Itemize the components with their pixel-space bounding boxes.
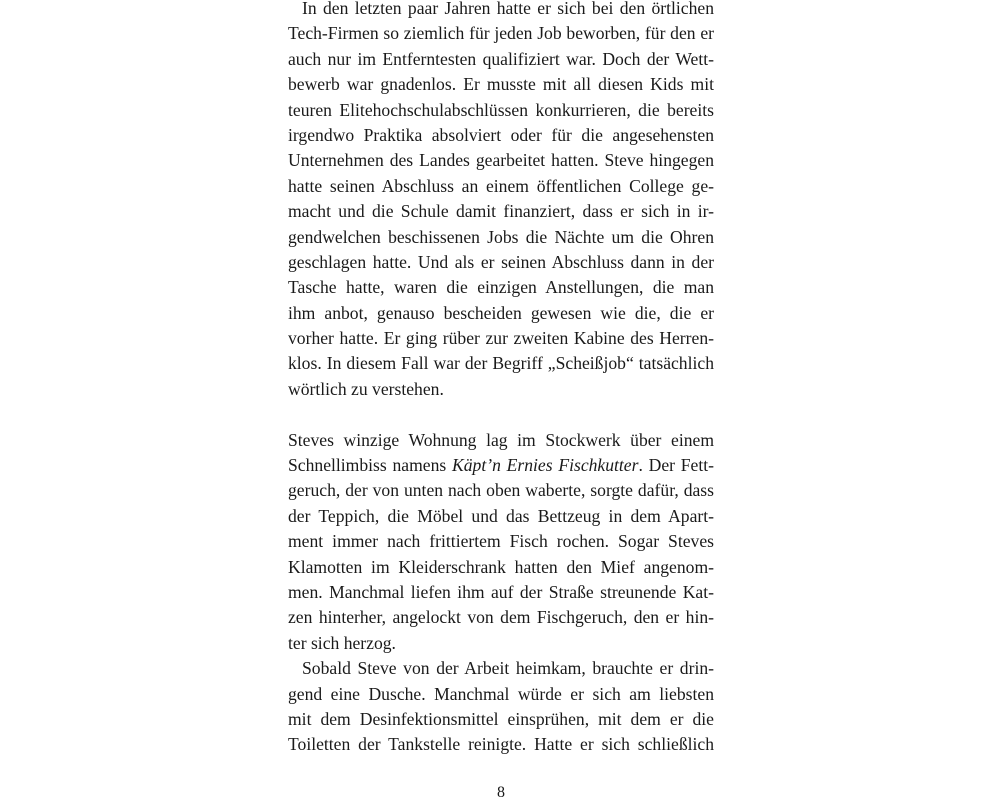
- restaurant-name: Käpt’n Ernies Fischkutter: [452, 455, 639, 476]
- text-line: zen hinterher, angelockt von dem Fischgeruch, den er hin-: [288, 607, 714, 628]
- text-line: Tech-Firmen so ziemlich für jeden Job beworben, für den er: [288, 23, 714, 44]
- text-line: Tasche hatte, waren die einzigen Anstellungen, die man: [288, 277, 714, 298]
- text-line: mit dem Desinfektionsmittel einsprühen, mit dem er die: [288, 708, 714, 729]
- text-line: irgendwo Praktika absolviert oder für die angesehensten: [288, 124, 714, 145]
- text-line: Unternehmen des Landes gearbeitet hatten. Steve hingegen: [288, 150, 714, 171]
- paragraph-1: [288, 0, 714, 402]
- paragraph-2: [288, 428, 714, 657]
- text-line: Klamotten im Kleiderschrank hatten den Mief angenom-: [288, 556, 714, 577]
- text-line: ter sich herzog.: [288, 632, 396, 653]
- text-line: klos. In diesem Fall war der Begriff „Scheißjob“ tatsächlich: [288, 353, 714, 374]
- text-line: geschlagen hatte. Und als er seinen Abschluss dann in der: [288, 251, 714, 272]
- text-line: [288, 453, 714, 478]
- text-line: hatte seinen Abschluss an einem öffentlichen College ge-: [288, 175, 714, 196]
- book-page: [288, 0, 714, 800]
- text-line: der Teppich, die Möbel und das Bettzeug in dem Apart-: [288, 505, 714, 526]
- text-line: macht und die Schule damit finanziert, dass er sich in ir-: [288, 201, 714, 222]
- text-line: Sobald Steve von der Arbeit heimkam, brauchte er drin-: [302, 658, 714, 679]
- text-line: ment immer nach frittiertem Fisch rochen. Sogar Steves: [288, 531, 714, 552]
- text-fragment: Schnellimbiss namens: [288, 455, 452, 476]
- text-line: Steves winzige Wohnung lag im Stockwerk über einem: [288, 429, 714, 450]
- text-line: gend eine Dusche. Manchmal würde er sich am liebsten: [288, 683, 714, 704]
- page-number: 8: [497, 784, 505, 801]
- text-line: auch nur im Entferntesten qualifiziert war. Doch der Wett-: [288, 48, 714, 69]
- text-line: men. Manchmal liefen ihm auf der Straße streunende Kat-: [288, 581, 714, 602]
- section-break: [288, 402, 714, 427]
- text-line: bewerb war gnadenlos. Er musste mit all diesen Kids mit: [288, 74, 714, 95]
- text-line: ihm anbot, genauso bescheiden gewesen wie die, die er: [288, 302, 714, 323]
- text-line: geruch, der von unten nach oben waberte, sorgte dafür, dass: [288, 480, 714, 501]
- text-line: In den letzten paar Jahren hatte er sich bei den örtlichen: [302, 0, 714, 18]
- text-line: Toiletten der Tankstelle reinigte. Hatte er sich schließlich: [288, 734, 714, 755]
- paragraph-3: [288, 656, 714, 758]
- text-fragment: . Der Fett-: [638, 455, 714, 476]
- text-line: teuren Elitehochschulabschlüssen konkurrieren, die bereits: [288, 99, 714, 120]
- text-line: gendwelchen beschissenen Jobs die Nächte um die Ohren: [288, 226, 714, 247]
- text-line: wörtlich zu verstehen.: [288, 378, 444, 399]
- text-line: vorher hatte. Er ging rüber zur zweiten Kabine des Herren-: [288, 328, 714, 349]
- body-text: [288, 0, 714, 758]
